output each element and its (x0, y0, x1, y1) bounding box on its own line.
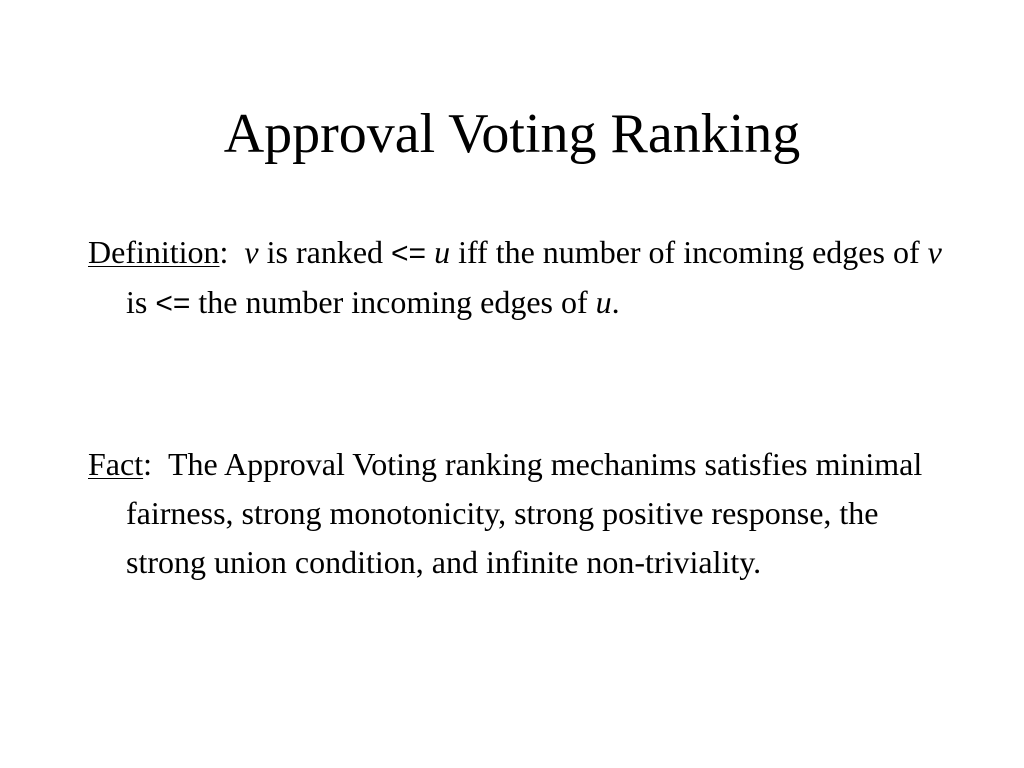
definition-operator-1: <= (391, 237, 427, 270)
fact-text: The Approval Voting ranking mechanims satisfies minimal fairness, strong monotonicity, strong positive response, the strong union condition, and infinite non-triviality. (126, 446, 923, 580)
definition-text-4: the number incoming edges of (190, 284, 596, 320)
definition-text-2: iff the number of incoming edges of (450, 234, 928, 270)
definition-operator-2: <= (155, 287, 191, 320)
definition-text-5: . (611, 284, 620, 320)
definition-label: Definition (88, 234, 220, 270)
definition-paragraph (88, 228, 956, 328)
fact-label: Fact (88, 446, 144, 482)
definition-var-u-2: u (595, 284, 612, 320)
definition-var-u: u (434, 234, 451, 270)
fact-colon: : (143, 446, 152, 482)
fact-paragraph (88, 440, 956, 587)
slide-title: Approval Voting Ranking (223, 103, 801, 165)
definition-text-3: is (126, 284, 156, 320)
definition-var-v: v (244, 234, 259, 270)
definition-var-v-2: v (927, 234, 942, 270)
definition-colon: : (219, 234, 229, 270)
definition-text-1: is ranked (258, 234, 392, 270)
